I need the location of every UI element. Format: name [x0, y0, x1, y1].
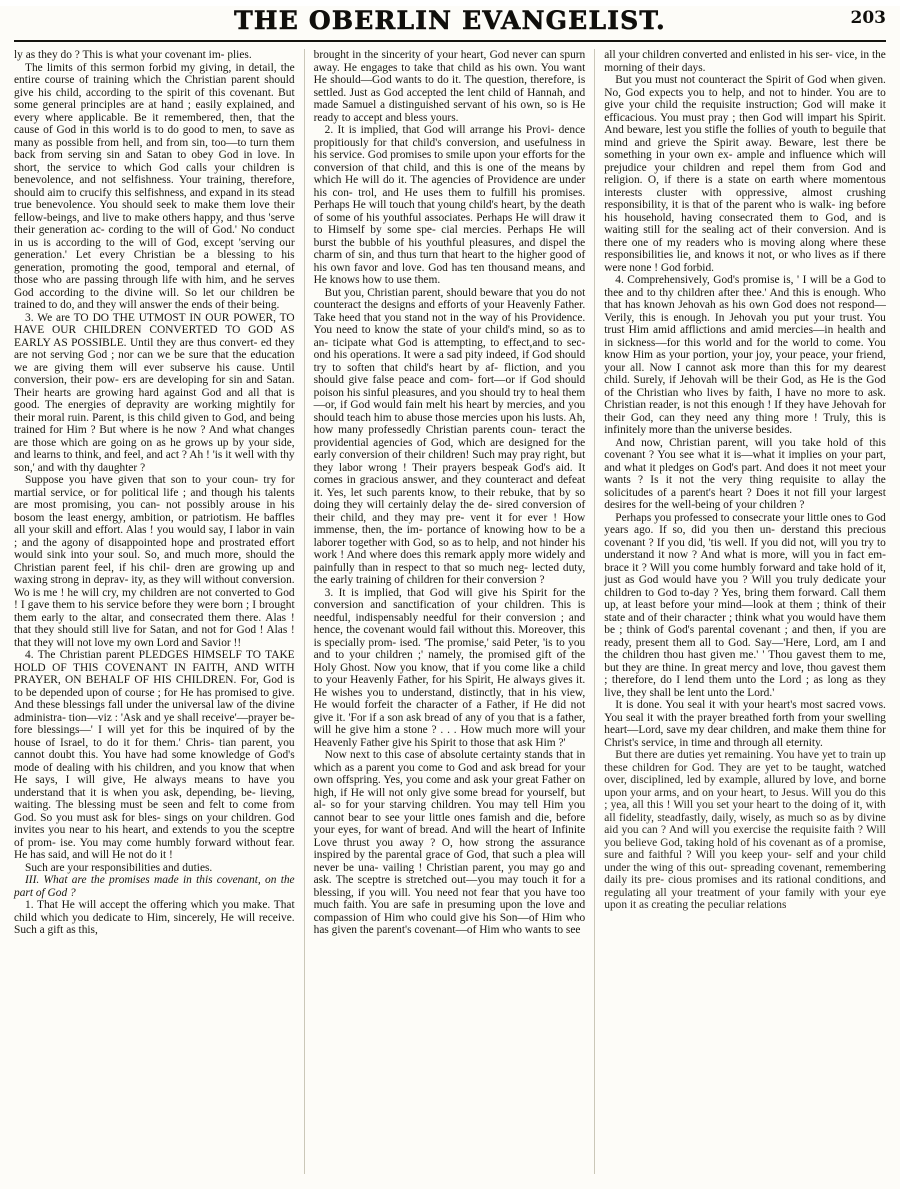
column-3	[595, 49, 886, 1174]
paragraph: 4. The Christian parent PLEDGES HIMSELF TO TAKE HOLD OF THIS COVENANT IN FAITH, AND WITH PRAYER, ON BEHALF OF HIS CHILDREN. For, God is to be depended upon of course ; for He has promised to give. And these blessings fall under the universal law of the divine administra- tion—viz : 'Ask and ye shall receive'—prayer be- fore blessings—' I will yet for this be inquired of by the house of Israel, to do it for them.' Chris- tian parent, you cannot doubt this. You have had some knowledge of God's mode of dealing with his children, and you know that when He says, I will give, He always means to have you understand that it is when you ask, depending, be- lieving, waiting. The blessing must be seen and felt to come from God. So you must ask for bles- sings on your children. God invites you near to his heart, and extends to you the sceptre of prom- ise. You may come humbly forward without fear. He has said, and will He not do it !	[14, 649, 295, 861]
paragraph: 2. It is implied, that God will arrange his Provi- dence propitiously for that child's conversion, and usefulness in his service. God promises to smile upon your efforts for the conversion of that child, and this is one of the means by which He will do it. The agencies of Providence are under his con- trol, and He uses them to fulfill his promises. Perhaps He will touch that young child's heart, by the death of some of his youthful associates. Perhaps He will draw it to Himself by some spe- cial mercies. Perhaps He will burst the bubble of his youthful pleasures, and dispel the charm of sin, and thus turn that heart to the higher good of his own favor and love. God has ten thousand means, and He knows how to use them.	[313, 124, 586, 286]
paragraph: 1. That He will accept the offering which you make. That child which you dedicate to Him, sincerely, He will receive. Such a gift as this,	[14, 899, 295, 936]
paragraph: It is done. You seal it with your heart's most sacred vows. You seal it with the prayer breathed forth from your swelling heart—Lord, save my dear children, and make them thine for Christ's service, in time and through all eternity.	[604, 699, 886, 749]
paragraph: And now, Christian parent, will you take hold of this covenant ? You see what it is—what it implies on your part, and what it pledges on God's part. And does it not meet your wants ? Is it not the very thing requisite to allay the solicitudes of a parent's heart ? Does it not fill your largest desires for the well-being of your children ?	[604, 436, 886, 511]
paragraph: brought in the sincerity of your heart, God never can spurn away. He engages to take that child as his own. You want He should—God wants to do it. The question, therefore, is settled. Just as God accepted the lent child of Hannah, and made Samuel a distinguished servant of his own, so is He ready to accept and bless yours.	[313, 49, 586, 124]
paragraph: But you must not counteract the Spirit of God when given. No, God expects you to help, and not to hinder. You are to give your child the requisite instruction; God will make it efficacious. You must pray ; then God will impart his Spirit. And beware, lest you stifle the follies of youth to beguile that mind and grieve the Spirit away. Beware, lest there be something in your own ex- ample and influence which will prejudice your children and repel them from God and religion. O, if there is a state on earth where momentous interests cluster with oppressive, almost crushing responsibility, it is that of the parent who is walk- ing before his household, having consecrated them to God, and is waiting still for the sealing act of their conversion. And is there one of my readers who is moving along where these responsibilities lie, and knows it not, or who lives as if there were none ! God forbid.	[604, 74, 886, 274]
paragraph: ly as they do ? This is what your covenant im- plies.	[14, 49, 252, 61]
paragraph: Now next to this case of absolute certainty stands that in which as a parent you come to God and ask bread for your own offspring. Yes, you come and ask your great Father on high, if He will not only give some bread for yourself, but al- so for your starving children. You may tell Him you cannot bear to see your little ones famish and die, before your eyes, for want of bread. And will the heart of Infinite Love thrust you away ? O, how strong the assurance inspired by the parental grace of God, that such a plea will never be una- vailing ! Christian parent, you may go and ask. The sceptre is stretched out—you may touch it for a blessing, if you will. You need not fear that you have too much faith. You are safe in presuming upon the love and compassion of Him who could give his Son—of Him who has given the parent's covenant—of Him who wants to see	[313, 749, 586, 936]
paragraph: 3. It is implied, that God will give his Spirit for the conversion and sanctification of your children. This is needful, indispensably needful for their conversion ; and hence, the covenant would fail without this. Moreover, this is specially prom- ised. 'The promise,' said Peter, 'is to you and to your children ;' namely, the promised gift of the Holy Ghost. Now you know, that if you come like a child to your Heavenly Father, for his Spirit, He always gives it. He wishes you to understand, distinctly, that in his view, He would forfeit the character of a Father, if He did not give it. 'For if a son ask bread of any of you that is a father, will he give him a stone ? . . . How much more will your Heavenly Father give his Spirit to those that ask Him ?'	[313, 586, 586, 749]
paragraph: Perhaps you professed to consecrate your little ones to God years ago. If so, did you then un- derstand this precious covenant ? If you did, 'tis well. If you did not, will you try to understand it now ? And what is more, will you in fact em- brace it ? Will you come humbly forward and take hold of it, just as God would have you ? Will you truly dedicate your children to God to-day ? Yes, bring them forward. Call them up, at least before your mind—look at them ; think of their state and of their character ; think what you would have them be ; think of God's parental covenant ; and then, if you are ready, present them all to God. Say—'Here, Lord, am I and the children thou hast given me.' ' Thou gavest them to me, but they are thine. In great mercy and love, thou gavest them ; therefore, do I lend them unto the Lord ; as long as they live, they shall be lent unto the Lord.'	[604, 511, 886, 699]
masthead	[14, 6, 886, 42]
paragraph: The limits of this sermon forbid my giving, in detail, the entire course of training which the Christian parent should give his child, according to the spirit of this covenant. But some general principles are at hand ; easily explained, and every where applicable. Be it remembered, then, that the cause of God in this world is to do good to men, to save as many as possible from hell, and from sin, too—to turn them back from serving sin and Satan to obey God in love. In short, the service to which God calls your children is benevolence, and not selfishness. Your training, therefore, should aim to crucify this selfishness, and expand in its stead true benevolence. You should seek to make them love their fellow-beings, and live to make others happy, and thus 'serve their generation ac- cording to the will of God.' No conduct in us is according to the will of God, except 'serving our generation.' Let every Christian be a blessing to his generation, promoting the good, temporal and eternal, of those who are passing through life with him, and he serves God according to the divine will. So let our children be trained to do, and they will answer the ends of their being.	[14, 61, 295, 311]
paragraph: all your children converted and enlisted in his ser- vice, in the morning of their days.	[604, 49, 886, 74]
column-1	[14, 49, 305, 1174]
paragraph: Suppose you have given that son to your coun- try for martial service, or for political life ; and though his talents are most promising, you can- not possibly arouse in his bosom the least energy, ambition, or patriotism. He baffles all your skill and effort. Alas ! you would say, I labor in vain ; and the agony of disappointed hope and prostrated effort would sink into your soul. So, and much more, should the Christian parent feel, if his chil- dren are growing up and waxing strong in deprav- ity, as they will without conversion. Wo is me ! he will cry, my children are not converted to God ! I gave them to his service before they were born ; I brought them early to the altar, and consecrated them there. Alas ! that they should still live for Satan, and not for God ! Alas ! that they will not love my own Lord and Savior !!	[14, 474, 295, 649]
column-container	[14, 49, 886, 1174]
page-number: 203	[850, 8, 886, 28]
section-heading: III. What are the promises made in this covenant, on the part of God ?	[14, 874, 295, 899]
column-2	[305, 49, 596, 1174]
paragraph: 4. Comprehensively, God's promise is, ' I will be a God to thee and to thy children after thee.' And this is enough. Who that has known Jehovah as his own God does not respond—Verily, this is enough. In Jehovah you put your trust. You trust Him amid afflictions and amid mercies—in health and in sickness—for this world and for the world to come. You know Him as your portion, your joy, your peace, your friend, your all. Now I cannot ask more than this for my dearest child. Surely, if Jehovah will be their God, as He is the God of the Christian who lives by faith, I have no more to ask. Christian reader, is not this enough ! If they have Jehovah for their God, can they need any thing more ! Truly, this is infinitely more than the universe besides.	[604, 274, 886, 436]
paragraph: But you, Christian parent, should beware that you do not counteract the designs and efforts of your Heavenly Father. Take heed that you stand not in the way of his Providence. You need to know the state of your child's mind, so as to an- ticipate what God is attempting, to effect,and to sec- ond his operations. It were a sad pity indeed, if God should try to soften that child's heart by af- fliction, and you should give false peace and com- fort—or if God should poison his sinful pleasures, and you should try to heal them—or, if God would fain melt his heart by mercies, and you should teach him to abuse those mercies upon his lusts. Ah, how many professedly Christian parents coun- teract the providential agencies of God, which are designed for the early conversion of their children! Such may pray right, but they labor wrong ! Their prayers bespeak God's aid. It comes in gracious answer, and they counteract and defeat it. Yes, let such parents know, to their rebuke, that by so doing they will certainly delay the de- sired conversion of their child, and they may pre- vent it for ever ! How immense, then, the im- portance of knowing how to be a laborer together with God, so as to help, and not hinder his work ! And where does this remark apply more widely and painfully than in respect to that so much neg- lected duty, the early training of children for their conversion ?	[313, 286, 586, 586]
publication-title: THE OBERLIN EVANGELIST.	[234, 6, 666, 35]
paragraph: But there are duties yet remaining. You have yet to train up these children for God. They are yet to be taught, watched over, disciplined, led by example, allured by love, and borne upon your arms, and on your heart, to Jesus. Will you do this ; yea, all this ! Will you set your heart to the doing of it, with all fidelity, steadfastly, daily, wisely, as much so as by divine aid you can ? And will you exercise the requisite faith ? Will you believe God, taking hold of his covenant as of a promise, sure and faithful ? Will you keep your- self and your child under the wing of this out- spreading covenant, remembering daily its pre- cious promises and its rational conditions, and regulating all your treatment of your family with your eye upon it as creating the peculiar relations	[604, 749, 886, 911]
paragraph: Such are your responsibilities and duties.	[25, 861, 213, 874]
paragraph: 3. We are TO DO THE UTMOST IN OUR POWER, TO HAVE OUR CHILDREN CONVERTED TO GOD AS EARLY AS POSSIBLE. Until they are thus convert- ed they are not serving God ; nor can we be sure that the education we are giving them will ever subserve his cause. Until conversion, their pow- ers are developing for sin and Satan. Their hearts are growing hard against God and all that is good. The energies of depravity are working mightily for their moral ruin. Parent, is this child given to God, and being trained for Him ? But where is he now ? And what changes are those which are going on as he grows up by your side, and learns to think, and feel, and act ? Ah ! 'is it well with thy son,' and with thy daughter ?	[14, 311, 295, 474]
newspaper-page	[0, 6, 900, 1189]
